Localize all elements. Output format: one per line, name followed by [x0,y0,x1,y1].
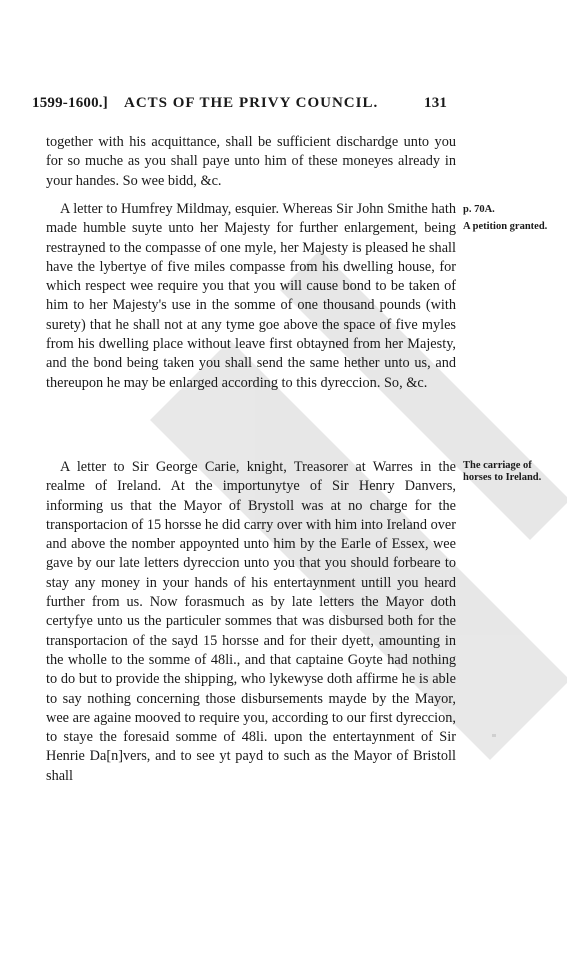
header-title: ACTS OF THE PRIVY COUNCIL. [124,95,379,111]
paragraph-1 [46,133,456,191]
paragraph-2 [46,200,456,393]
page-number: 131 [424,95,448,111]
paragraph-text: A letter to Sir George Carie, knight, Treasorer at Warres in the realme of Ireland. At the importunytye of Sir Henry Danvers, informing us that the Mayor of Brystoll was at no charge for the transportacion of 15 horsse he did carry over with him into Ireland over and above the nomber appoynted unto him by the Earle of Essex, wee gave by our late letters dyreccion unto you that you should forbeare to stay any money in your hands of his entertaynment untill you heard further from us. Now forasmuch as by late letters the Mayor doth certyfye unto us the particuler sommes that was disbursed both for the transportacion of the sayd 15 horsse and for their dyett, amounting in the wholle to the somme of 48li., and that captaine Goyte had nothing to do but to provide the shipping, who lykewyse doth affirme he is able to say nothing concerning those disbursements mayde by the Mayor, wee are againe mooved to require you, according to our first dyreccion, to staye the foresaid somme of 48li. upon the entertaynment of Sir Henrie Da[n]vers, and to see yt payd to such as the Mayor of Bristoll shall [46,459,456,784]
margin-note-petition: A petition granted. [463,221,548,232]
header-date-range: 1599-1600.] [32,95,108,111]
margin-note-carriage: The carriage of horses to Ireland. [463,460,542,483]
ink-mark [492,734,496,737]
paragraph-text: A letter to Humfrey Mildmay, esquier. Whereas Sir John Smithe hath made humble suyte unto her Majesty for further enlargement, being restrayned to the compasse of one myle, her Majesty is pleased he shall have the lybertye of five miles compasse from his dwelling house, for which respect wee require you that you will cause bond to be taken of him to her Majesty's use in the somme of one thousand pounds (with surety) that he shall not at any tyme goe above the space of five myles from his dwelling place without leave first obtayned from her Majesty, and the bond being taken you shall send the same hether unto us, and thereupon he may be enlarged according to this dyreccion. So, &c. [46,201,456,391]
margin-note-folio: p. 70A. [463,204,495,215]
paragraph-3 [46,458,456,786]
paragraph-text: together with his acquittance, shall be sufficient dischardge unto you for so muche as you shall paye unto him of these moneyes already in your handes. So wee bidd, &c. [46,134,456,189]
